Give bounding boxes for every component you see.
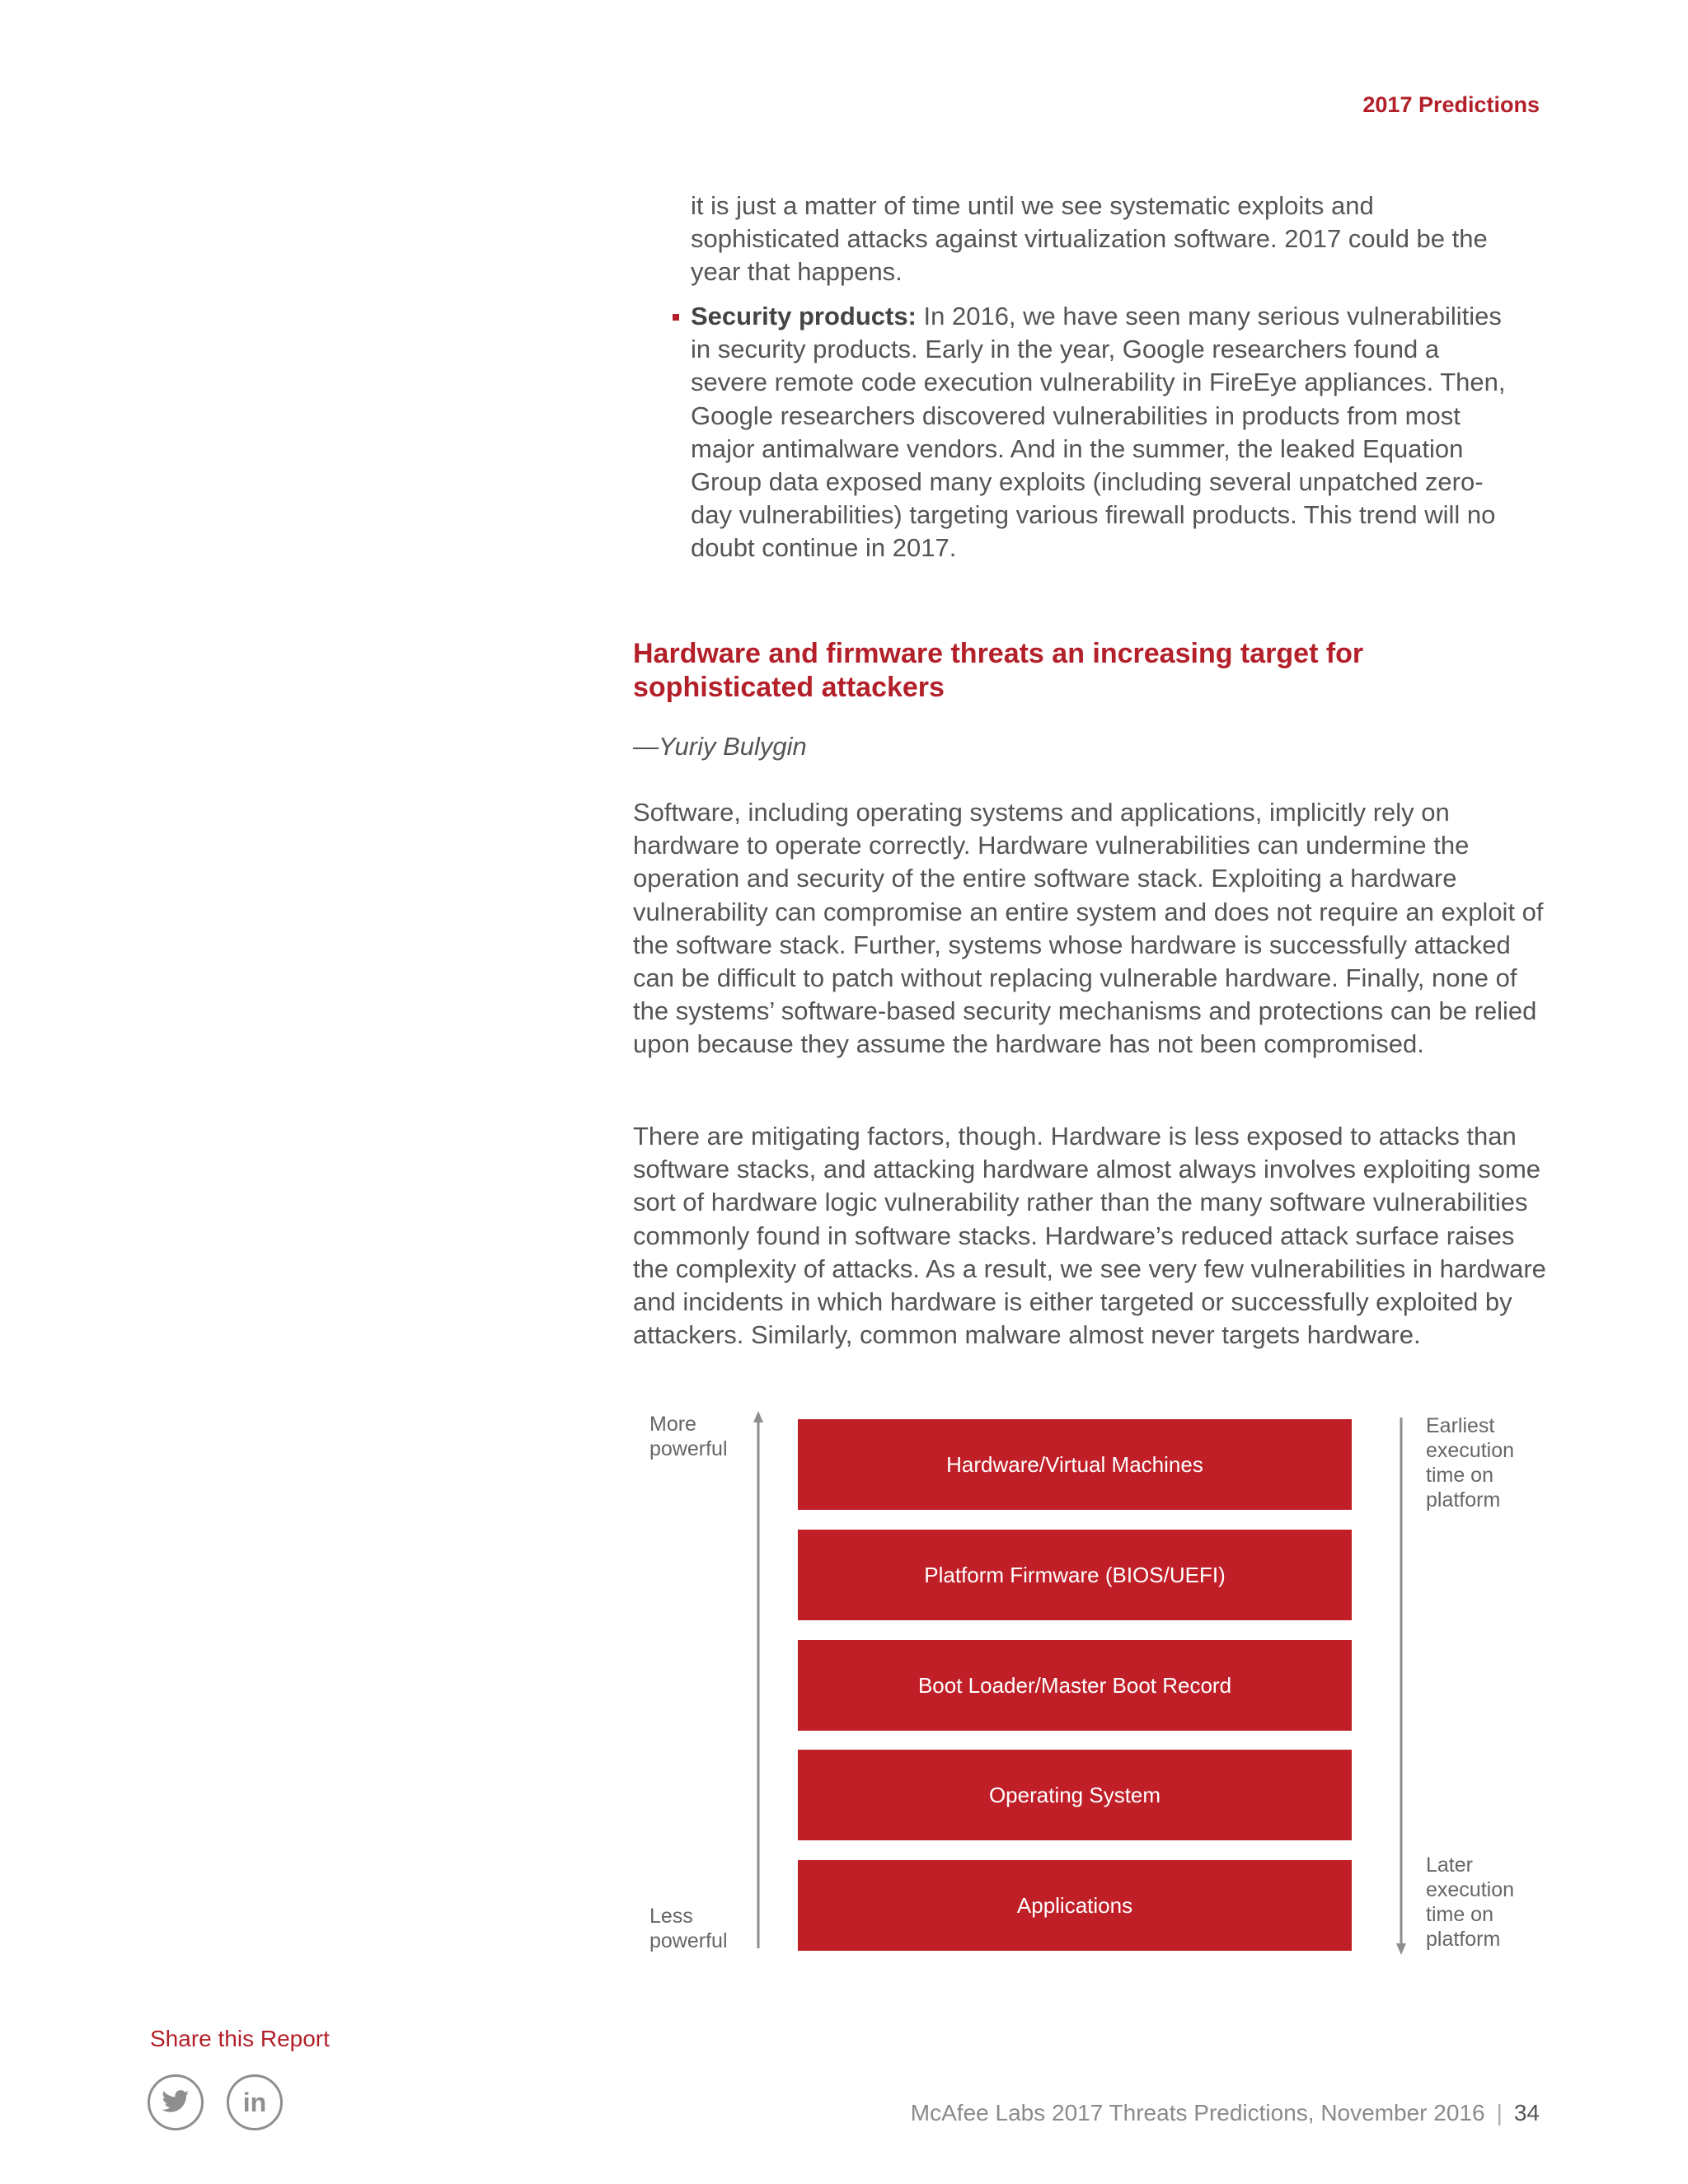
less-powerful-label: Less powerful — [649, 1905, 728, 1952]
layer-applications: Applications — [798, 1860, 1352, 1951]
bullet-marker — [673, 314, 679, 321]
continuation-paragraph: it is just a matter of time until we see systematic exploits and sophisticated attacks against virtualization software. 2017 could be the year that happens. — [691, 191, 1488, 287]
section-title: Hardware and firmware threats an increasing target for sophisticated attackers — [633, 638, 1364, 703]
linkedin-glyph: in — [242, 2087, 267, 2117]
section-header: 2017 Predictions — [1362, 92, 1540, 117]
later-execution-label: Later execution time on platform — [1426, 1854, 1515, 1951]
footer-text: McAfee Labs 2017 Threats Predictions, November 2016 — [910, 2100, 1485, 2125]
platform-stack-diagram — [633, 1409, 1548, 1961]
layer-hardware-virtual-machines: Hardware/Virtual Machines — [798, 1419, 1352, 1510]
share-report-title: Share this Report — [150, 2026, 330, 2051]
page-footer — [911, 2100, 1540, 2126]
byline: —Yuriy Bulygin — [633, 732, 807, 761]
earliest-execution-label: Earliest execution time on platform — [1426, 1414, 1515, 1511]
twitter-icon[interactable] — [148, 2074, 204, 2130]
linkedin-icon[interactable] — [227, 2074, 283, 2130]
bullet-label: Security products: — [691, 302, 917, 330]
footer-separator: | — [1496, 2100, 1503, 2125]
layer-platform-firmware: Platform Firmware (BIOS/UEFI) — [798, 1530, 1352, 1620]
page-number: 34 — [1513, 2100, 1540, 2125]
power-arrow-icon — [748, 1409, 773, 1953]
twitter-bird-icon — [161, 2090, 190, 2115]
bullet-text: In 2016, we have seen many serious vulnerabilities in security products. Early in the year, Google researchers found a severe remote code execution vulnerability in FireEye appliances. Then, Google researchers discovered vulnerabilities in products from most major antimalware vendors. And in the summer, the leaked Equation Group data exposed many exploits (including several unpatched zero-day vulnerabilities) targeting various firewall products. This trend will no doubt continue in 2017. — [691, 302, 1506, 563]
execution-time-arrow-icon — [1391, 1409, 1416, 1957]
more-powerful-label: More powerful — [649, 1413, 728, 1460]
body-paragraph-1: Software, including operating systems and applications, implicitly rely on hardware to operate correctly. Hardware vulnerabilities can undermine the operation and security of the entire software stack. Exploiting a hardware vulnerability can compromise an entire system and does not require an exploit of the software stack. Further, systems whose hardware is successfully attacked can be difficult to patch without replacing vulnerable hardware. Finally, none of the systems’ software-based security mechanisms and protections can be relied upon because they assume the hardware has not been compromised. — [633, 798, 1544, 1059]
layer-boot-loader: Boot Loader/Master Boot Record — [798, 1640, 1352, 1731]
body-paragraph-2: There are mitigating factors, though. Hardware is less exposed to attacks than software stacks, and attacking hardware almost always involves exploiting some sort of hardware logic vulnerability rather than the many software vulnerabilities commonly found in software stacks. Hardware’s reduced attack surface raises the complexity of attacks. As a result, we see very few vulnerabilities in hardware and incidents in which hardware is either targeted or successfully exploited by attackers. Similarly, common malware almost never targets hardware. — [633, 1122, 1546, 1350]
bullet-security-products — [691, 300, 1515, 565]
layer-operating-system: Operating System — [798, 1750, 1352, 1840]
